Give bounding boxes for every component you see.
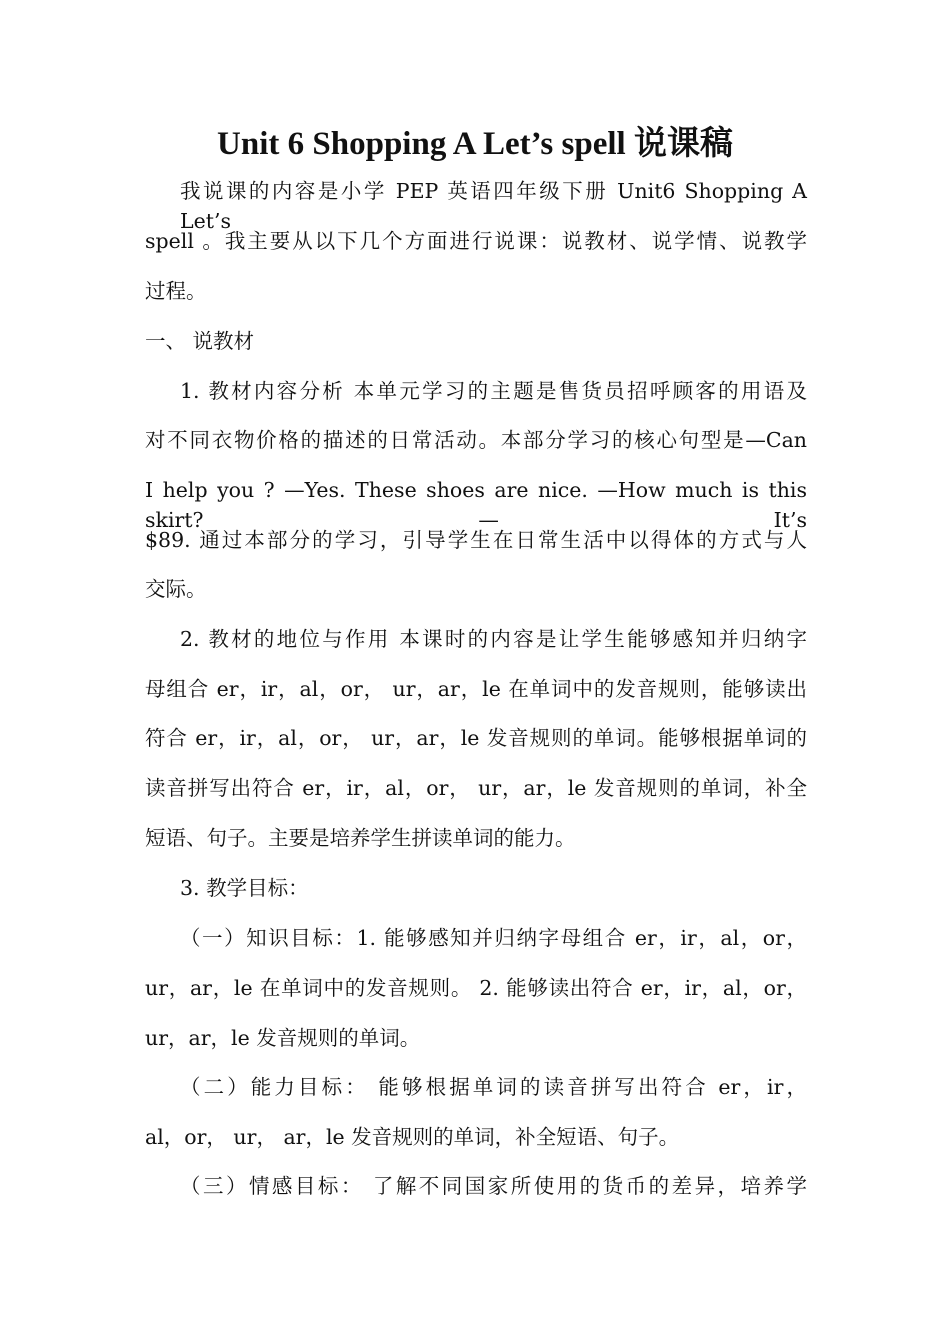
paragraph-line: 母组合 er，ir，al，or， ur，ar，le 在单词中的发音规则，能够读出 xyxy=(145,677,807,701)
section-heading: 一、 说教材 xyxy=(145,329,255,353)
paragraph-line: ur，ar，le 发音规则的单词。 xyxy=(145,1026,421,1050)
paragraph-line: I help you ? —Yes. These shoes are nice. —How much is this skirt? — It’s xyxy=(145,478,807,532)
section-heading: 3. 教学目标： xyxy=(180,876,309,900)
document-title: Unit 6 Shopping A Let’s spell 说课稿 xyxy=(217,126,733,162)
paragraph-line: （一）知识目标：1. 能够感知并归纳字母组合 er，ir，al，or， xyxy=(180,926,807,950)
paragraph-line: （三）情感目标： 了解不同国家所使用的货币的差异，培养学 xyxy=(180,1174,807,1198)
paragraph-line: spell 。我主要从以下几个方面进行说课：说教材、说学情、说教学 xyxy=(145,229,807,253)
paragraph-line: $89. 通过本部分的学习，引导学生在日常生活中以得体的方式与人 xyxy=(145,528,807,552)
paragraph-line: （二）能力目标： 能够根据单词的读音拼写出符合 er，ir， xyxy=(180,1075,807,1099)
paragraph-line: al，or， ur， ar，le 发音规则的单词，补全短语、句子。 xyxy=(145,1125,680,1149)
paragraph-line: 读音拼写出符合 er，ir，al，or， ur，ar，le 发音规则的单词，补全 xyxy=(145,776,807,800)
paragraph-line: ur，ar，le 在单词中的发音规则。 2. 能够读出符合 er，ir，al，or， xyxy=(145,976,807,1000)
paragraph-line: 对不同衣物价格的描述的日常活动。本部分学习的核心句型是—Can xyxy=(145,428,807,452)
paragraph-line: 符合 er，ir，al，or， ur，ar，le 发音规则的单词。能够根据单词的 xyxy=(145,726,807,750)
paragraph-line: 我说课的内容是小学 PEP 英语四年级下册 Unit6 Shopping A Let’s xyxy=(180,179,807,233)
paragraph-line: 过程。 xyxy=(145,279,207,303)
paragraph-line: 短语、句子。主要是培养学生拼读单词的能力。 xyxy=(145,826,576,850)
paragraph-line: 2. 教材的地位与作用 本课时的内容是让学生能够感知并归纳字 xyxy=(180,627,807,651)
paragraph-line: 1. 教材内容分析 本单元学习的主题是售货员招呼顾客的用语及 xyxy=(180,379,807,403)
paragraph-line: 交际。 xyxy=(145,577,207,601)
